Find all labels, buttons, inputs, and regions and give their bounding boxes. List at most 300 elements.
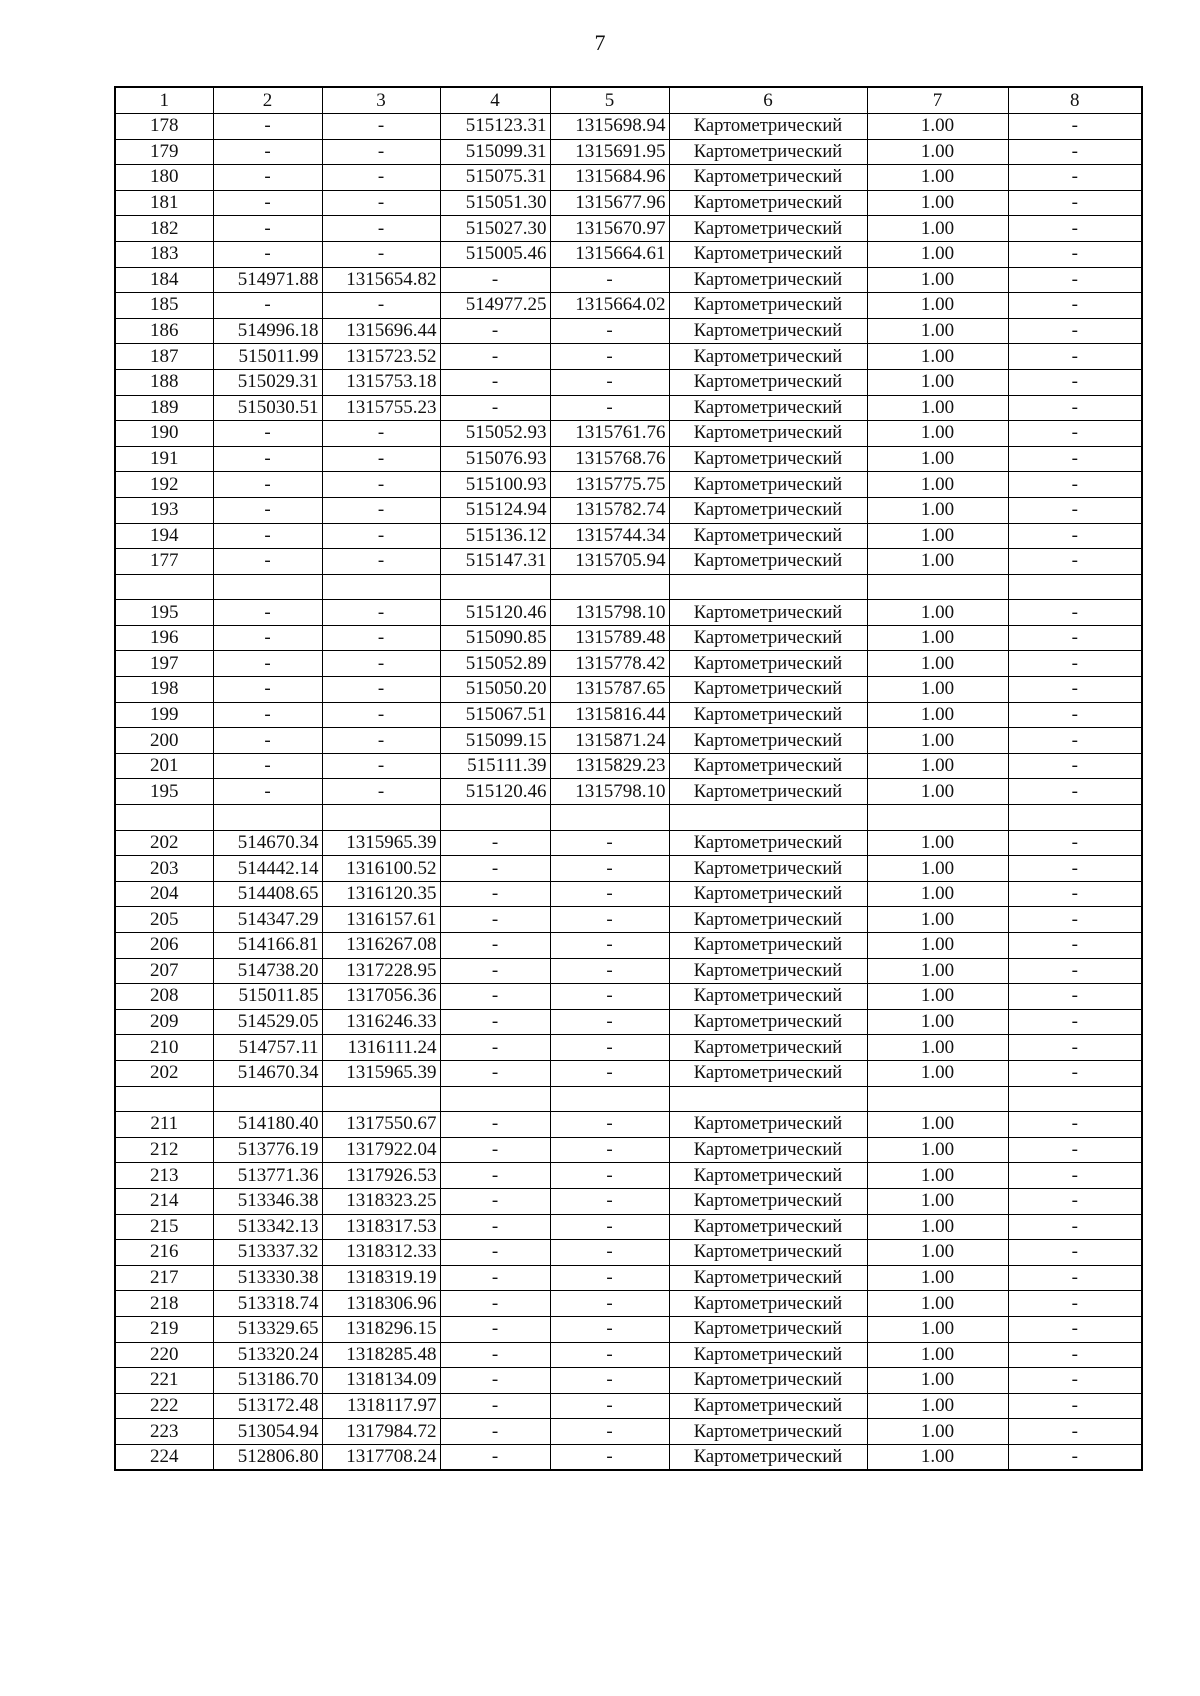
y-new-cell: - — [550, 1009, 669, 1035]
note-cell: - — [1008, 933, 1142, 959]
x-new-cell: - — [440, 1419, 550, 1445]
method-cell: Картометрический — [669, 1214, 867, 1240]
point-number-cell: 178 — [115, 114, 213, 140]
x-new-cell: 515052.89 — [440, 651, 550, 677]
accuracy-cell: 1.00 — [867, 1240, 1008, 1266]
x-new-cell: 515050.20 — [440, 677, 550, 703]
x-old-cell: - — [213, 216, 322, 242]
x-old-cell: - — [213, 497, 322, 523]
column-header: 7 — [867, 87, 1008, 114]
point-number-cell: 208 — [115, 984, 213, 1010]
accuracy-cell: 1.00 — [867, 933, 1008, 959]
point-number-cell: 211 — [115, 1112, 213, 1138]
x-old-cell: 515029.31 — [213, 369, 322, 395]
point-number-cell: 181 — [115, 190, 213, 216]
note-cell: - — [1008, 369, 1142, 395]
table-row — [115, 984, 1142, 1010]
method-cell: Картометрический — [669, 1163, 867, 1189]
note-cell: - — [1008, 779, 1142, 805]
table-row — [115, 190, 1142, 216]
y-new-cell: 1315698.94 — [550, 114, 669, 140]
y-new-cell: - — [550, 1137, 669, 1163]
accuracy-cell: 1.00 — [867, 165, 1008, 191]
y-old-cell: - — [322, 216, 440, 242]
table-row — [115, 549, 1142, 575]
empty-cell — [1008, 805, 1142, 831]
x-old-cell: 512806.80 — [213, 1444, 322, 1470]
table-row — [115, 1393, 1142, 1419]
empty-cell — [1008, 574, 1142, 600]
method-cell: Картометрический — [669, 702, 867, 728]
point-number-cell: 224 — [115, 1444, 213, 1470]
x-new-cell: 515005.46 — [440, 241, 550, 267]
note-cell: - — [1008, 165, 1142, 191]
y-new-cell: - — [550, 267, 669, 293]
x-new-cell: - — [440, 1265, 550, 1291]
empty-cell — [213, 1086, 322, 1112]
accuracy-cell: 1.00 — [867, 1419, 1008, 1445]
accuracy-cell: 1.00 — [867, 1342, 1008, 1368]
header-row — [115, 87, 1142, 114]
table-row — [115, 625, 1142, 651]
table-row — [115, 421, 1142, 447]
accuracy-cell: 1.00 — [867, 1291, 1008, 1317]
x-old-cell: - — [213, 523, 322, 549]
point-number-cell: 209 — [115, 1009, 213, 1035]
table-row — [115, 216, 1142, 242]
column-header: 1 — [115, 87, 213, 114]
y-old-cell: 1315965.39 — [322, 1060, 440, 1086]
y-old-cell: - — [322, 190, 440, 216]
empty-cell — [867, 805, 1008, 831]
table-row — [115, 1316, 1142, 1342]
point-number-cell: 192 — [115, 472, 213, 498]
method-cell: Картометрический — [669, 241, 867, 267]
x-old-cell: 514757.11 — [213, 1035, 322, 1061]
accuracy-cell: 1.00 — [867, 114, 1008, 140]
accuracy-cell: 1.00 — [867, 1393, 1008, 1419]
y-new-cell: - — [550, 1419, 669, 1445]
column-header: 3 — [322, 87, 440, 114]
x-new-cell: 515136.12 — [440, 523, 550, 549]
table-row — [115, 779, 1142, 805]
method-cell: Картометрический — [669, 395, 867, 421]
y-old-cell: 1315654.82 — [322, 267, 440, 293]
x-old-cell: - — [213, 779, 322, 805]
method-cell: Картометрический — [669, 856, 867, 882]
method-cell: Картометрический — [669, 933, 867, 959]
table-row — [115, 1214, 1142, 1240]
y-new-cell: - — [550, 933, 669, 959]
accuracy-cell: 1.00 — [867, 190, 1008, 216]
y-new-cell: - — [550, 1240, 669, 1266]
method-cell: Картометрический — [669, 728, 867, 754]
point-number-cell: 202 — [115, 1060, 213, 1086]
x-old-cell: - — [213, 165, 322, 191]
x-new-cell: - — [440, 1393, 550, 1419]
empty-cell — [440, 1086, 550, 1112]
y-new-cell: - — [550, 369, 669, 395]
x-new-cell: - — [440, 1291, 550, 1317]
accuracy-cell: 1.00 — [867, 958, 1008, 984]
note-cell: - — [1008, 139, 1142, 165]
point-number-cell: 183 — [115, 241, 213, 267]
table-row — [115, 318, 1142, 344]
x-old-cell: - — [213, 600, 322, 626]
y-new-cell: 1315744.34 — [550, 523, 669, 549]
method-cell: Картометрический — [669, 600, 867, 626]
table-row — [115, 958, 1142, 984]
note-cell: - — [1008, 1444, 1142, 1470]
method-cell: Картометрический — [669, 625, 867, 651]
table-row — [115, 1112, 1142, 1138]
accuracy-cell: 1.00 — [867, 651, 1008, 677]
point-number-cell: 194 — [115, 523, 213, 549]
y-old-cell: - — [322, 702, 440, 728]
point-number-cell: 195 — [115, 779, 213, 805]
x-old-cell: - — [213, 728, 322, 754]
x-new-cell: - — [440, 1112, 550, 1138]
point-number-cell: 205 — [115, 907, 213, 933]
empty-cell — [440, 574, 550, 600]
method-cell: Картометрический — [669, 421, 867, 447]
y-new-cell: 1315798.10 — [550, 600, 669, 626]
method-cell: Картометрический — [669, 549, 867, 575]
y-new-cell: 1315787.65 — [550, 677, 669, 703]
x-new-cell: - — [440, 1035, 550, 1061]
x-new-cell: - — [440, 907, 550, 933]
table-row — [115, 728, 1142, 754]
column-header: 2 — [213, 87, 322, 114]
accuracy-cell: 1.00 — [867, 369, 1008, 395]
table-row — [115, 293, 1142, 319]
y-new-cell: - — [550, 1444, 669, 1470]
point-number-cell: 203 — [115, 856, 213, 882]
point-number-cell: 220 — [115, 1342, 213, 1368]
accuracy-cell: 1.00 — [867, 984, 1008, 1010]
point-number-cell: 201 — [115, 753, 213, 779]
x-old-cell: 513318.74 — [213, 1291, 322, 1317]
accuracy-cell: 1.00 — [867, 677, 1008, 703]
y-new-cell: - — [550, 1393, 669, 1419]
separator-row — [115, 805, 1142, 831]
table-row — [115, 1060, 1142, 1086]
table-row — [115, 267, 1142, 293]
note-cell: - — [1008, 625, 1142, 651]
point-number-cell: 214 — [115, 1188, 213, 1214]
method-cell: Картометрический — [669, 881, 867, 907]
table-row — [115, 114, 1142, 140]
method-cell: Картометрический — [669, 216, 867, 242]
x-old-cell: - — [213, 190, 322, 216]
accuracy-cell: 1.00 — [867, 421, 1008, 447]
table-row — [115, 651, 1142, 677]
note-cell: - — [1008, 497, 1142, 523]
x-old-cell: 513346.38 — [213, 1188, 322, 1214]
y-old-cell: 1318317.53 — [322, 1214, 440, 1240]
accuracy-cell: 1.00 — [867, 395, 1008, 421]
x-old-cell: - — [213, 293, 322, 319]
y-new-cell: 1315664.02 — [550, 293, 669, 319]
y-old-cell: 1318285.48 — [322, 1342, 440, 1368]
method-cell: Картометрический — [669, 1240, 867, 1266]
note-cell: - — [1008, 114, 1142, 140]
note-cell: - — [1008, 1240, 1142, 1266]
empty-cell — [213, 805, 322, 831]
x-new-cell: 515076.93 — [440, 446, 550, 472]
y-old-cell: - — [322, 600, 440, 626]
note-cell: - — [1008, 1137, 1142, 1163]
point-number-cell: 198 — [115, 677, 213, 703]
x-old-cell: 513330.38 — [213, 1265, 322, 1291]
x-new-cell: - — [440, 958, 550, 984]
method-cell: Картометрический — [669, 114, 867, 140]
point-number-cell: 219 — [115, 1316, 213, 1342]
column-header: 5 — [550, 87, 669, 114]
accuracy-cell: 1.00 — [867, 856, 1008, 882]
point-number-cell: 217 — [115, 1265, 213, 1291]
y-new-cell: 1315761.76 — [550, 421, 669, 447]
point-number-cell: 199 — [115, 702, 213, 728]
x-new-cell: 515099.15 — [440, 728, 550, 754]
x-new-cell: 515099.31 — [440, 139, 550, 165]
method-cell: Картометрический — [669, 651, 867, 677]
x-old-cell: 514347.29 — [213, 907, 322, 933]
note-cell: - — [1008, 677, 1142, 703]
point-number-cell: 221 — [115, 1368, 213, 1394]
y-old-cell: - — [322, 241, 440, 267]
x-new-cell: 515051.30 — [440, 190, 550, 216]
x-new-cell: 515090.85 — [440, 625, 550, 651]
y-new-cell: - — [550, 1316, 669, 1342]
point-number-cell: 206 — [115, 933, 213, 959]
accuracy-cell: 1.00 — [867, 267, 1008, 293]
y-old-cell: 1317228.95 — [322, 958, 440, 984]
point-number-cell: 204 — [115, 881, 213, 907]
accuracy-cell: 1.00 — [867, 497, 1008, 523]
table-row — [115, 1009, 1142, 1035]
x-new-cell: - — [440, 267, 550, 293]
y-new-cell: 1315768.76 — [550, 446, 669, 472]
point-number-cell: 189 — [115, 395, 213, 421]
y-new-cell: - — [550, 318, 669, 344]
x-new-cell: 515100.93 — [440, 472, 550, 498]
x-old-cell: 513771.36 — [213, 1163, 322, 1189]
coordinates-table — [114, 86, 1143, 1471]
separator-row — [115, 1086, 1142, 1112]
y-old-cell: 1316111.24 — [322, 1035, 440, 1061]
note-cell: - — [1008, 1342, 1142, 1368]
y-new-cell: - — [550, 830, 669, 856]
y-old-cell: 1316120.35 — [322, 881, 440, 907]
x-new-cell: - — [440, 830, 550, 856]
y-old-cell: - — [322, 753, 440, 779]
method-cell: Картометрический — [669, 1316, 867, 1342]
x-new-cell: - — [440, 395, 550, 421]
y-new-cell: - — [550, 984, 669, 1010]
x-old-cell: 515011.99 — [213, 344, 322, 370]
separator-row — [115, 574, 1142, 600]
note-cell: - — [1008, 907, 1142, 933]
method-cell: Картометрический — [669, 446, 867, 472]
x-new-cell: - — [440, 1137, 550, 1163]
note-cell: - — [1008, 1214, 1142, 1240]
method-cell: Картометрический — [669, 267, 867, 293]
x-new-cell: 515124.94 — [440, 497, 550, 523]
y-old-cell: - — [322, 114, 440, 140]
table-row — [115, 446, 1142, 472]
note-cell: - — [1008, 421, 1142, 447]
empty-cell — [550, 1086, 669, 1112]
accuracy-cell: 1.00 — [867, 1060, 1008, 1086]
note-cell: - — [1008, 1009, 1142, 1035]
y-new-cell: - — [550, 856, 669, 882]
x-new-cell: - — [440, 1188, 550, 1214]
y-old-cell: 1315753.18 — [322, 369, 440, 395]
table-row — [115, 753, 1142, 779]
y-new-cell: 1315789.48 — [550, 625, 669, 651]
note-cell: - — [1008, 1060, 1142, 1086]
point-number-cell: 218 — [115, 1291, 213, 1317]
accuracy-cell: 1.00 — [867, 139, 1008, 165]
accuracy-cell: 1.00 — [867, 1444, 1008, 1470]
point-number-cell: 212 — [115, 1137, 213, 1163]
y-new-cell: 1315829.23 — [550, 753, 669, 779]
point-number-cell: 215 — [115, 1214, 213, 1240]
note-cell: - — [1008, 728, 1142, 754]
y-new-cell: - — [550, 881, 669, 907]
y-old-cell: 1317550.67 — [322, 1112, 440, 1138]
x-old-cell: 513320.24 — [213, 1342, 322, 1368]
note-cell: - — [1008, 318, 1142, 344]
accuracy-cell: 1.00 — [867, 1112, 1008, 1138]
y-old-cell: - — [322, 523, 440, 549]
table-row — [115, 1419, 1142, 1445]
method-cell: Картометрический — [669, 907, 867, 933]
x-old-cell: - — [213, 677, 322, 703]
y-old-cell: 1318312.33 — [322, 1240, 440, 1266]
y-new-cell: 1315691.95 — [550, 139, 669, 165]
y-old-cell: 1316267.08 — [322, 933, 440, 959]
y-old-cell: - — [322, 651, 440, 677]
x-new-cell: 515120.46 — [440, 600, 550, 626]
method-cell: Картометрический — [669, 830, 867, 856]
method-cell: Картометрический — [669, 318, 867, 344]
y-old-cell: - — [322, 497, 440, 523]
x-old-cell: - — [213, 472, 322, 498]
x-old-cell: 513337.32 — [213, 1240, 322, 1266]
x-new-cell: - — [440, 1163, 550, 1189]
y-new-cell: - — [550, 958, 669, 984]
x-new-cell: - — [440, 1214, 550, 1240]
y-old-cell: 1318306.96 — [322, 1291, 440, 1317]
method-cell: Картометрический — [669, 293, 867, 319]
x-new-cell: - — [440, 1444, 550, 1470]
y-old-cell: 1315696.44 — [322, 318, 440, 344]
accuracy-cell: 1.00 — [867, 753, 1008, 779]
note-cell: - — [1008, 984, 1142, 1010]
empty-cell — [867, 574, 1008, 600]
x-new-cell: - — [440, 1316, 550, 1342]
note-cell: - — [1008, 651, 1142, 677]
y-old-cell: - — [322, 728, 440, 754]
table-header — [115, 87, 1142, 114]
point-number-cell: 180 — [115, 165, 213, 191]
point-number-cell: 223 — [115, 1419, 213, 1445]
accuracy-cell: 1.00 — [867, 549, 1008, 575]
point-number-cell: 197 — [115, 651, 213, 677]
table-row — [115, 1291, 1142, 1317]
y-new-cell: 1315782.74 — [550, 497, 669, 523]
note-cell: - — [1008, 958, 1142, 984]
y-old-cell: 1318323.25 — [322, 1188, 440, 1214]
empty-cell — [115, 574, 213, 600]
y-old-cell: 1318296.15 — [322, 1316, 440, 1342]
x-new-cell: - — [440, 1368, 550, 1394]
empty-cell — [440, 805, 550, 831]
empty-cell — [550, 805, 669, 831]
method-cell: Картометрический — [669, 677, 867, 703]
y-old-cell: 1317056.36 — [322, 984, 440, 1010]
table-row — [115, 856, 1142, 882]
x-new-cell: - — [440, 881, 550, 907]
note-cell: - — [1008, 523, 1142, 549]
accuracy-cell: 1.00 — [867, 293, 1008, 319]
x-new-cell: - — [440, 1240, 550, 1266]
accuracy-cell: 1.00 — [867, 1368, 1008, 1394]
y-new-cell: - — [550, 1368, 669, 1394]
x-old-cell: 513329.65 — [213, 1316, 322, 1342]
y-new-cell: 1315684.96 — [550, 165, 669, 191]
x-old-cell: - — [213, 753, 322, 779]
method-cell: Картометрический — [669, 1342, 867, 1368]
y-new-cell: - — [550, 1214, 669, 1240]
note-cell: - — [1008, 1419, 1142, 1445]
y-new-cell: - — [550, 1188, 669, 1214]
x-old-cell: - — [213, 421, 322, 447]
y-old-cell: - — [322, 139, 440, 165]
y-new-cell: - — [550, 1060, 669, 1086]
column-header: 8 — [1008, 87, 1142, 114]
x-new-cell: - — [440, 344, 550, 370]
accuracy-cell: 1.00 — [867, 830, 1008, 856]
point-number-cell: 196 — [115, 625, 213, 651]
x-old-cell: - — [213, 114, 322, 140]
method-cell: Картометрический — [669, 139, 867, 165]
note-cell: - — [1008, 267, 1142, 293]
method-cell: Картометрический — [669, 958, 867, 984]
note-cell: - — [1008, 190, 1142, 216]
method-cell: Картометрический — [669, 1444, 867, 1470]
x-new-cell: 515120.46 — [440, 779, 550, 805]
accuracy-cell: 1.00 — [867, 625, 1008, 651]
empty-cell — [669, 1086, 867, 1112]
method-cell: Картометрический — [669, 1265, 867, 1291]
table-row — [115, 1342, 1142, 1368]
x-old-cell: 514442.14 — [213, 856, 322, 882]
point-number-cell: 193 — [115, 497, 213, 523]
note-cell: - — [1008, 600, 1142, 626]
table-row — [115, 881, 1142, 907]
method-cell: Картометрический — [669, 753, 867, 779]
note-cell: - — [1008, 753, 1142, 779]
y-old-cell: 1318319.19 — [322, 1265, 440, 1291]
table-row — [115, 369, 1142, 395]
method-cell: Картометрический — [669, 497, 867, 523]
accuracy-cell: 1.00 — [867, 446, 1008, 472]
method-cell: Картометрический — [669, 523, 867, 549]
x-old-cell: - — [213, 702, 322, 728]
